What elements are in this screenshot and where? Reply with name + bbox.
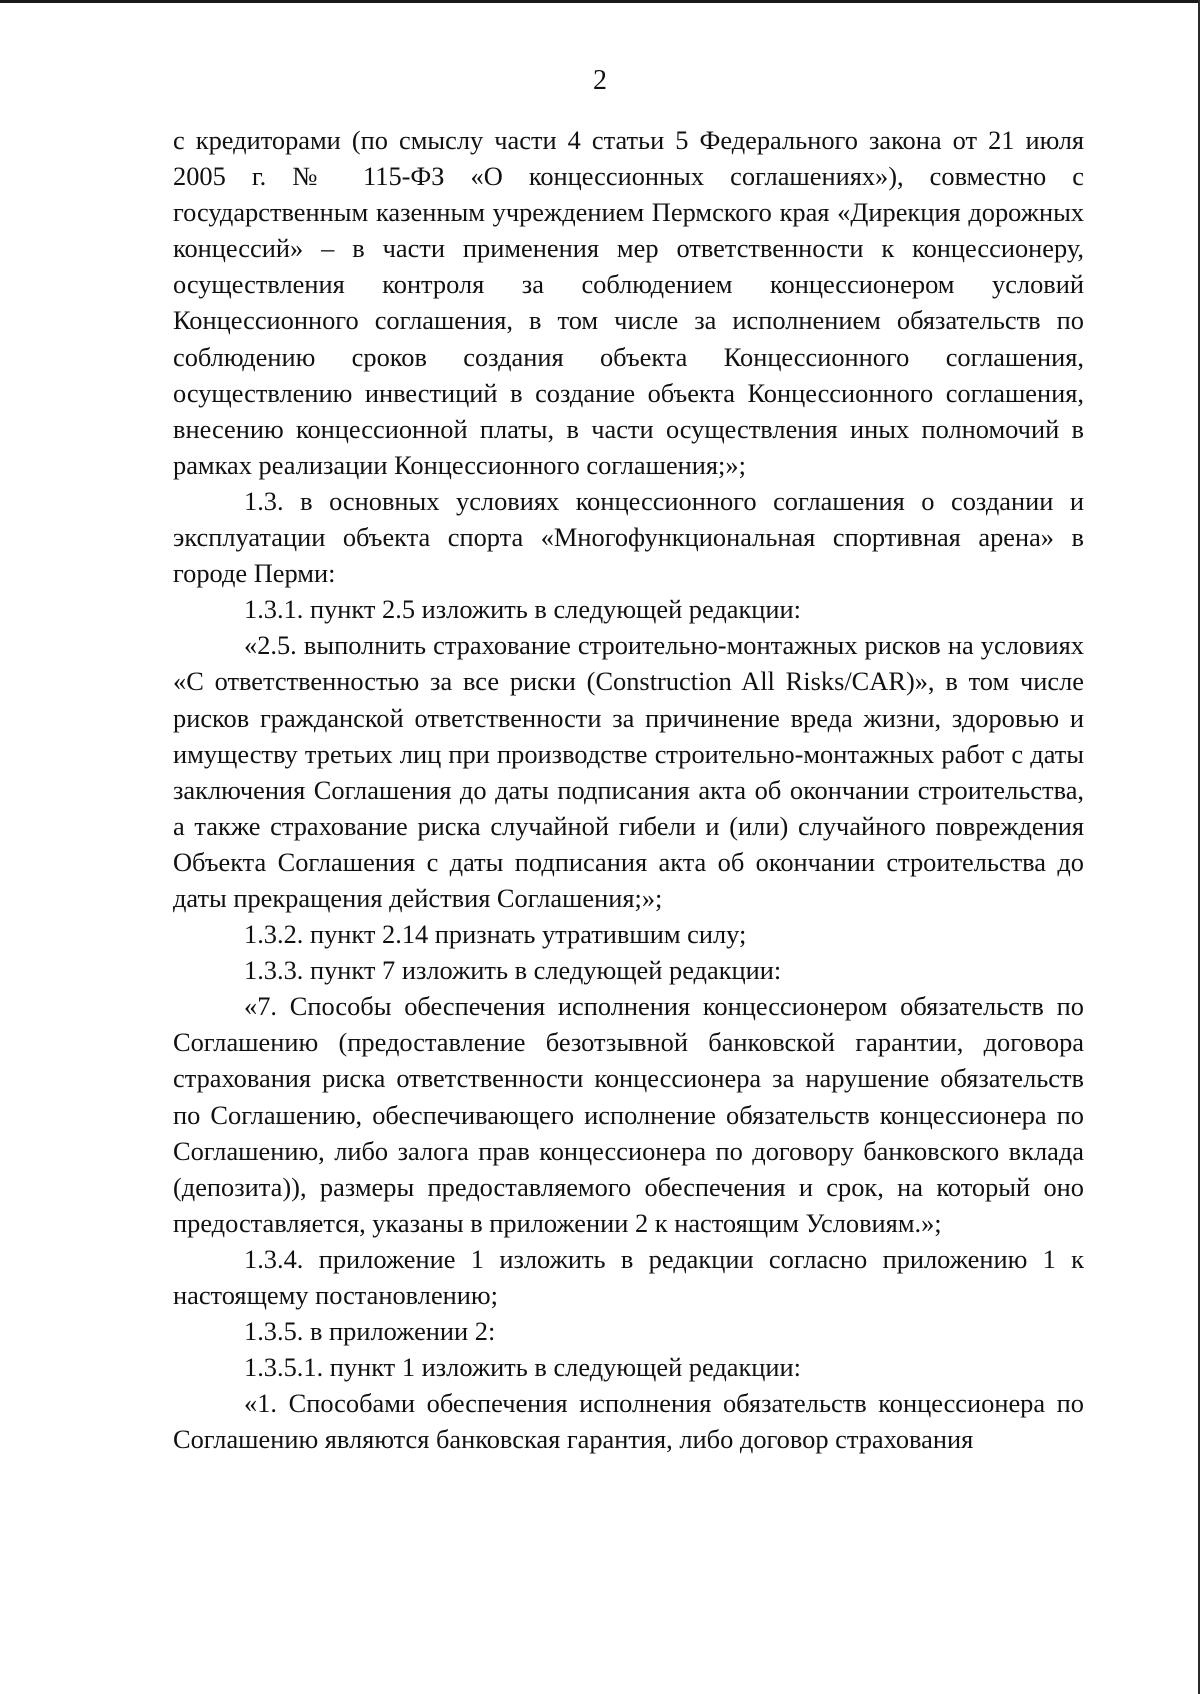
- scan-top-edge: [0, 0, 1200, 3]
- paragraph-1-3: 1.3. в основных условиях концессионного соглашения о создании и эксплуатации объекта спорта «Многофункциональная спортивная арена» в городе Перми:: [173, 485, 1084, 589]
- paragraph-1-quote: «1. Способами обеспечения исполнения обязательств концессионера по Соглашению являются банковская гарантия, либо договор страхования: [173, 1388, 1084, 1455]
- paragraph-creditors: с кредиторами (по смыслу части 4 статьи 5 Федерального закона от 21 июля 2005 г. № 115-ФЗ «О концессионных соглашениях»), совместно с государственным казенным учреждением Пермского края «Дирекция дорожных концессий» – в части применения мер ответственности к концессионеру, осуществления контроля за соблюдением концессионером условий Концессионного соглашения, в том числе за исполнением обязательств по соблюдению сроков создания объекта Концессионного соглашения, осуществлению инвестиций в создание объекта Концессионного соглашения, внесению концессионной платы, в части осуществления иных полномочий в рамках реализации Концессионного соглашения;»;: [173, 125, 1084, 480]
- document-body: [173, 122, 1084, 1457]
- paragraph-1-3-3: 1.3.3. пункт 7 изложить в следующей редакции:: [244, 955, 782, 986]
- paragraph-1-3-5: 1.3.5. в приложении 2:: [244, 1316, 496, 1347]
- paragraph-7-quote: «7. Способы обеспечения исполнения концессионером обязательств по Соглашению (предоставление безотзывной банковской гарантии, договора страхования риска ответственности концессионера за нарушение обязательств по Соглашению, обеспечивающего исполнение обязательств концессионера по Соглашению, либо залога прав концессионера по договору банковского вклада (депозита)), размеры предоставляемого обеспечения и срок, на который оно предоставляется, указаны в приложении 2 к настоящим Условиям.»;: [173, 991, 1084, 1238]
- paragraph-1-3-5-1: 1.3.5.1. пункт 1 изложить в следующей редакции:: [244, 1352, 802, 1383]
- paragraph-1-3-1: 1.3.1. пункт 2.5 изложить в следующей редакции:: [244, 594, 802, 625]
- paragraph-1-3-2: 1.3.2. пункт 2.14 признать утратившим силу;: [244, 919, 747, 950]
- paragraph-2-5-quote: «2.5. выполнить страхование строительно-монтажных рисков на условиях «С ответственностью за все риски (Construction All Risks/CAR)», в том числе рисков гражданской ответственности за причинение вреда жизни, здоровью и имуществу третьих лиц при производстве строительно-монтажных работ с даты заключения Соглашения до даты подписания акта об окончании строительства, а также страхование риска случайной гибели и (или) случайного повреждения Объекта Соглашения с даты подписания акта об окончании строительства до даты прекращения действия Соглашения;»;: [173, 630, 1084, 913]
- page-number: 2: [593, 65, 607, 96]
- paragraph-1-3-4: 1.3.4. приложение 1 изложить в редакции согласно приложению 1 к настоящему постановлению;: [173, 1243, 1084, 1310]
